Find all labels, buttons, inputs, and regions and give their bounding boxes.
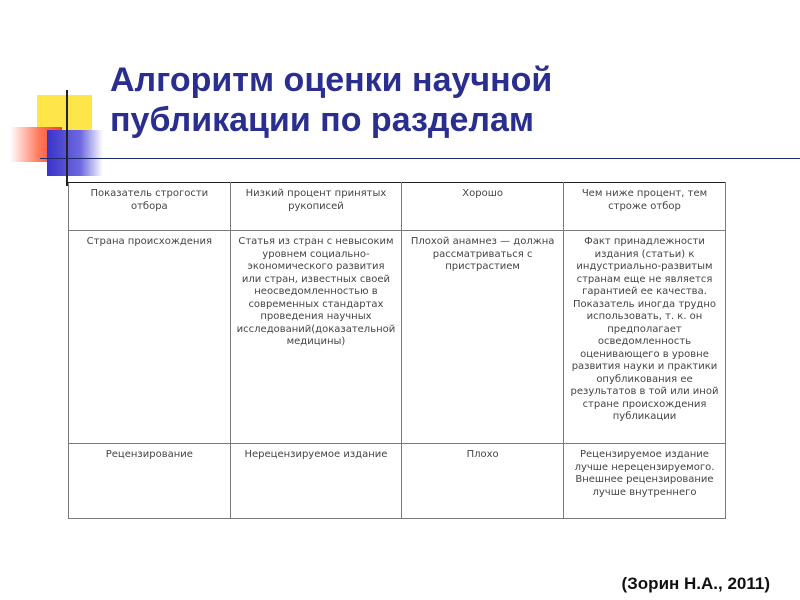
blue-square-decoration — [47, 130, 103, 176]
table-cell: Показатель строгости отбора — [69, 183, 231, 231]
title-underline — [40, 158, 800, 159]
criteria-table — [68, 182, 726, 519]
table-row — [69, 183, 726, 231]
table-cell: Рецензируемое издание лучше нерецензируемого. Внешнее рецензирование лучше внутреннего — [563, 444, 725, 519]
citation-text: (Зорин Н.А., 2011) — [621, 574, 770, 593]
table-cell: Факт принадлежности издания (статьи) к индустриально-развитым странам еще не является гарантией ее качества. Показатель иногда трудно использовать, т. к. он предполагает осведомленность оценивающего в уровне развития науки и практики опубликования ее результатов в той или иной стране происхождения публикации — [563, 231, 725, 444]
slide-title — [110, 60, 770, 140]
table-cell: Низкий процент принятых рукописей — [230, 183, 402, 231]
table-row — [69, 231, 726, 444]
title-line-2: публикации по разделам — [110, 101, 535, 139]
table-cell: Плохо — [402, 444, 564, 519]
table-cell: Рецензирование — [69, 444, 231, 519]
table-cell: Нерецензируемое издание — [230, 444, 402, 519]
table-cell: Плохой анамнез — должна рассматриваться с пристрастием — [402, 231, 564, 444]
vertical-divider-line — [66, 90, 68, 186]
table-cell: Чем ниже процент, тем строже отбор — [563, 183, 725, 231]
title-line-1: Алгоритм оценки научной — [110, 61, 553, 99]
table-cell: Хорошо — [402, 183, 564, 231]
table-row — [69, 444, 726, 519]
table-cell: Страна происхождения — [69, 231, 231, 444]
table-cell: Статья из стран с невысоким уровнем социально-экономического развития или стран, известных своей неосведомленностью в современных стандартах проведения научных исследований(доказательной медицины) — [230, 231, 402, 444]
